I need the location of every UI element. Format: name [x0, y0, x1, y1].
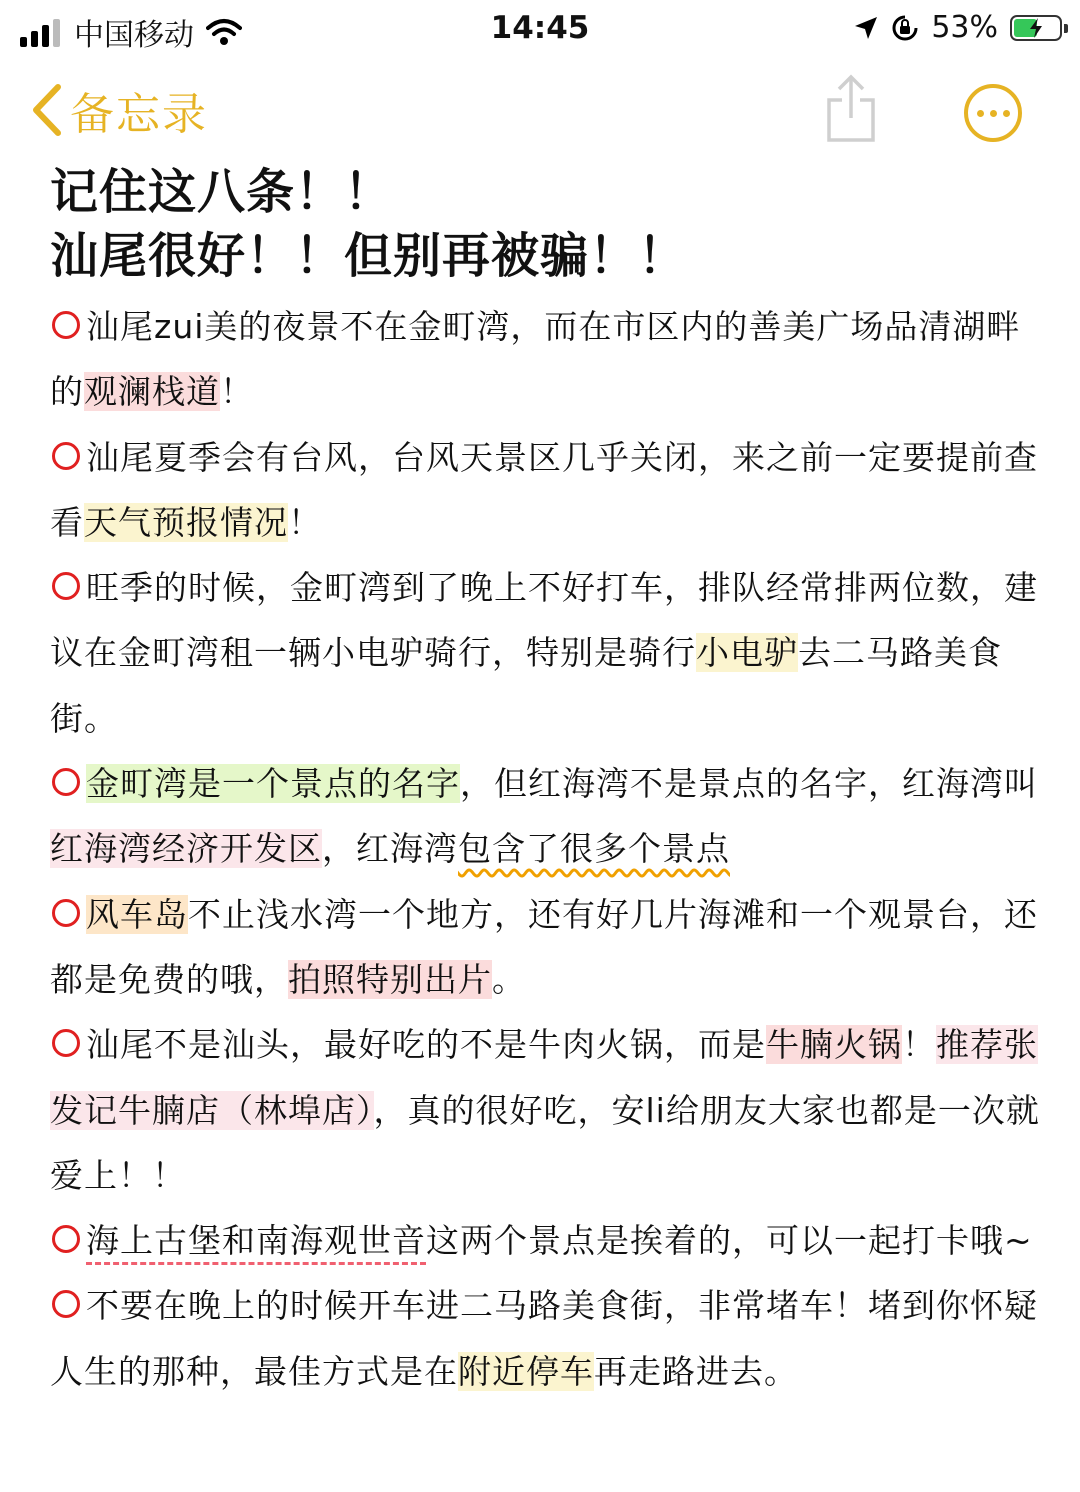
list-item: 风车岛不止浅水湾一个地方，还有好几片海滩和一个观景台，还都是免费的哦，拍照特别出片。 — [50, 894, 1038, 999]
share-button[interactable] — [824, 74, 878, 148]
back-button[interactable] — [30, 78, 208, 142]
title-line-2: 汕尾很好！！但别再被骗！！ — [50, 228, 688, 284]
status-bar — [0, 0, 1080, 56]
battery-percent: 53% — [931, 10, 998, 45]
wavy-underline: 包含了很多个景点 — [458, 829, 730, 869]
highlight: 小电驴 — [696, 633, 798, 673]
battery-charging-icon — [1010, 15, 1062, 41]
highlight: 天气预报情况 — [84, 502, 288, 542]
red-circle-icon — [52, 768, 80, 796]
rotation-lock-icon — [891, 14, 919, 42]
highlight: 附近停车 — [458, 1351, 594, 1391]
red-circle-icon — [52, 442, 80, 470]
highlight: 红海湾经济开发区 — [50, 829, 322, 869]
back-label: 备忘录 — [70, 89, 208, 140]
highlight: 金町湾是一个景点的名字 — [86, 764, 460, 804]
red-circle-icon — [52, 1029, 80, 1057]
highlight: 推荐张发记牛腩店（林埠店） — [50, 1025, 1038, 1130]
location-arrow-icon — [853, 15, 879, 41]
red-circle-icon — [52, 899, 80, 927]
highlight: 拍照特别出片 — [288, 959, 492, 999]
more-dots-icon — [977, 110, 984, 117]
list-item: 不要在晚上的时候开车进二马路美食街，非常堵车！堵到你怀疑人生的那种，最佳方式是在附近停车再走路进去。 — [50, 1286, 1038, 1391]
highlight: 风车岛 — [86, 894, 188, 934]
list-item: 汕尾夏季会有台风，台风天景区几乎关闭，来之前一定要提前查看天气预报情况！ — [50, 437, 1038, 542]
more-button[interactable] — [964, 84, 1022, 142]
carrier-name: 中国移动 — [74, 18, 194, 53]
list-item: 汕尾zui美的夜景不在金町湾，而在市区内的善美广场品清湖畔的观澜栈道！ — [50, 307, 1021, 412]
red-circle-icon — [52, 572, 80, 600]
share-icon — [824, 74, 878, 144]
nav-bar — [0, 66, 1080, 156]
title-line-1: 记住这八条！！ — [50, 164, 394, 220]
red-circle-icon — [52, 1225, 80, 1253]
note-body[interactable] — [50, 160, 1040, 1404]
list-item: 金町湾是一个景点的名字，但红海湾不是景点的名字，红海湾叫红海湾经济开发区，红海湾包含了很多个景点 — [50, 764, 1038, 869]
note-title — [50, 160, 1040, 288]
dashed-underline: 海上古堡和南海观世音 — [86, 1221, 426, 1261]
red-circle-icon — [52, 1290, 80, 1318]
clock: 14:45 — [490, 10, 590, 46]
highlight: 观澜栈道 — [84, 372, 220, 412]
list-item: 旺季的时候，金町湾到了晚上不好打车，排队经常排两位数，建议在金町湾租一辆小电驴骑行，特别是骑行小电驴去二马路美食街。 — [50, 568, 1038, 738]
chevron-left-icon — [30, 83, 64, 137]
list-item: 海上古堡和南海观世音这两个景点是挨着的，可以一起打卡哦~ — [50, 1208, 1040, 1273]
list-item: 汕尾不是汕头，最好吃的不是牛肉火锅，而是牛腩火锅！推荐张发记牛腩店（林埠店），真的很好吃，安li给朋友大家也都是一次就爱上！！ — [50, 1025, 1040, 1195]
highlight: 牛腩火锅 — [766, 1025, 902, 1065]
red-circle-icon — [52, 311, 80, 339]
